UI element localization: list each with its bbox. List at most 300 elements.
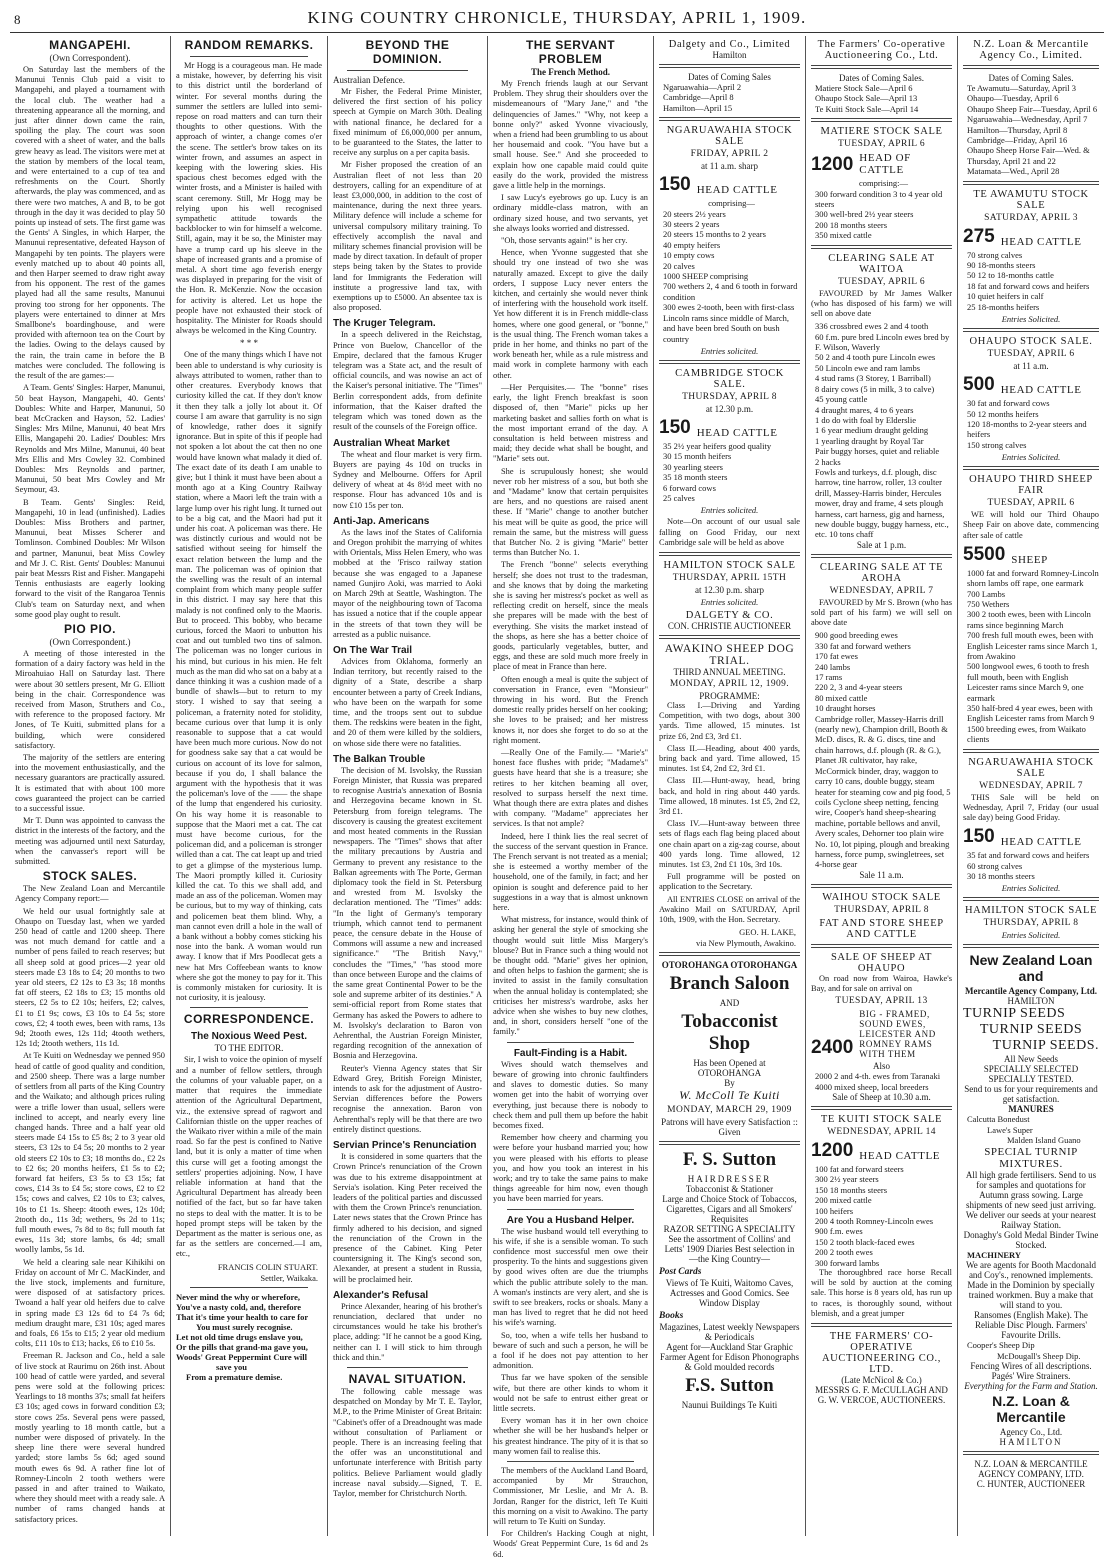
- manure-item: Malden Island Guano: [1007, 1135, 1081, 1146]
- subheading: Anti-Jap. Americans: [333, 515, 430, 527]
- ad-address: Naunui Buildings Te Kuiti: [681, 1400, 778, 1411]
- article-text: Hence, when Yvonne suggested that she should try one instead of two she was naturally amazed. Except to give the daily orders, I suppose Lucy never enters the kitchen, and certainly she would never think of interfering with the household work itself. Yet how different it is in French middle-class homes, where one good general, or "bonne," is the usual thing. The French woman takes a pride in her home, and thinks no part of the work beneath her, while as a rule mistress and maid work in complete harmony with each other.: [493, 248, 648, 380]
- divider: [811, 554, 952, 558]
- sale-note: The thoroughbred race horse Recall will be sold by auction at the coming sale. This horse is 8 years old, has run up to races, is thoroughly sound, without blemish, and a great jumper: [811, 1268, 952, 1318]
- special-text: All high grade fertilisers. Send to us for samples and quotations for Autumn grass sowing. Large shipments of new seed just arriving. We deliver our seeds at your nearest Railway Station.: [965, 1169, 1097, 1230]
- lot-line: 90 18-months steers: [967, 260, 1036, 271]
- article-text: At Te Kuiti on Wednesday we penned 950 head of cattle of good quality and condition, and 2500 sheep. There was a large number of settlers from all parts of the King Country and the Waikato; and although prices ruling were a trifle lower than usual, sellers were inclined to accept, and nearly every line changed hands. Three and a half year old steers made £4 15s to £5 8s; 2 to 3 year old steers, £3 12s to £4 5s; 20 months to 2 year old steers £2 10s to £3; 18 months do., £2 2s to £2 6s; 20 months heifers, £1 5s to £2; forward fat heifers, £3 5s to £3 15s; fat cows, £14 3s to £4 5s; store cows, £2 to £2 15s; cows and calves, £2 10s to £3; calves, 10s to £1 1s. Sheep: 4tooth ewes, 12s 10d; 2tooth do., 11s 3d; wethers, 9s 2d to 11s; full mouth ewes, 7s 8d to 8s; full mouth fat ewes, 11s 3d; store lambs, 6s 4d; small woolly lambs, 5s 1d.: [15, 1051, 165, 1255]
- manure-item: Calcutta Bonedust: [967, 1114, 1030, 1125]
- verse-line: Never mind the why or wherefore,: [176, 1291, 301, 1302]
- firm-place: HAMILTON: [999, 1436, 1063, 1447]
- article-text: Wives should watch themselves and beware of growing into chronic faultfinders and slaves to domestic duties. So many women get into the habit of worrying over everything, just because there is nobody to check them and pull them up before the habit becomes fixed.: [493, 1059, 648, 1130]
- divider: [811, 1106, 952, 1110]
- event-title: AWAKINO SHEEP DOG TRIAL.: [664, 642, 795, 667]
- sale-date: SATURDAY, APRIL 3: [984, 212, 1078, 223]
- divider: [811, 944, 952, 948]
- lot-line: 300 forward lambs: [815, 1257, 880, 1268]
- subheading: Are You a Husband Helper.: [506, 1214, 635, 1226]
- to-editor: TO THE EDITOR.: [214, 1043, 284, 1054]
- sale-date: TUESDAY, APRIL 6: [987, 498, 1075, 509]
- machinery-title: MACHINERY: [967, 1249, 1022, 1260]
- sale-title: CLEARING SALE AT WAITOA: [828, 252, 935, 275]
- sale-time: at 12.30 p.m. sharp: [695, 584, 764, 595]
- column-6: [805, 36, 957, 1536]
- head-label: HEAD CATTLE: [859, 1149, 941, 1162]
- ad-text: See the assortment of Collins' and Letts' 1909 Diaries Best selection in —the King Country—: [664, 1234, 795, 1265]
- entries-solicited: Entries solicited.: [700, 345, 759, 356]
- lot-line: 700 fresh full mouth ewes, been with English Leicester rams since March 1, from Awakino: [967, 630, 1098, 661]
- ad-title: F.S. Sutton: [685, 1375, 774, 1397]
- heading-mangapehi: MANGAPEHI.: [49, 38, 131, 52]
- firm-name: New Zealand Loan and: [969, 952, 1093, 985]
- subheading: Australian Defence.: [333, 75, 405, 85]
- firm-name: Mercantile Agency Company, Ltd.: [964, 986, 1098, 997]
- letter-text: Sir, I wish to voice the opinion of myself and a number of fellow settlers, through the columns of your valuable paper, on a matter that requires the immediate attention of the Agricultural Department, viz., the extensive spread of ragwort and Californian thistle on the upper reaches of the Waikato river within a mile of the main road. So far the pest is confined to Native land, but it is only a matter of time when this curse will get a footing amongst the settlers' properties adjoining. Now, I have reliable information at hand that the Agricultural Department has already been notified of the fact, but so far have taken no steps to deal with the matter. It is to be hoped prompt steps will be taken by the Department as the matter is serious one, as far as the settlers are concerned.—I am, etc.,: [176, 1055, 322, 1259]
- sale-date: Ohaupo Stock Sale—April 13: [815, 93, 918, 104]
- lot-line: 150 strong calves: [967, 439, 1027, 450]
- heading-servant-problem: THE SERVANT PROBLEM: [525, 38, 616, 66]
- sale-date: Matiere Stock Sale—April 6: [815, 83, 913, 93]
- lot-line: 50 12 months heifers: [967, 408, 1039, 419]
- sale-date: Cambridge—Friday, April 16: [967, 135, 1068, 146]
- sale-title: MATIERE STOCK SALE: [820, 126, 943, 138]
- head-count-row: [963, 826, 1099, 848]
- verse-line: Woods' Great Peppermint Cure will: [176, 1351, 307, 1362]
- ad-text: Magazines, Latest weekly Newspapers & Periodicals: [659, 1322, 800, 1343]
- subheading: On The War Trail: [333, 644, 413, 656]
- lot-line: 100 heifers: [815, 1205, 854, 1216]
- article-text: We held our usual fortnightly sale at Ohaupo on Tuesday last, when we yarded 250 head of cattle and 1200 sheep. There was not much demand for cattle and a number of pens failed to reach reserves; but all sheep sold at good prices—2 year old steers made £3 18s to £4; 20 months to two year old steers, £2 12s to £3 3s; 18 months fat off steers, £2 18s to £3; 15 months old steers, £2 5s to £2 10s; heifers, £2; calves, £1 to £1 9s; cows, £3 10s to £4 5s; store cows, £2; 4 tooth ewes, been with rams, 13s 9d; 2tooth ewes, 12s 11d; 4tooth wethers, 12s 1d; 2tooth wethers, 11s 1d.: [15, 906, 165, 1049]
- sale-time: Sale of Sheep at 10.30 a.m.: [832, 1091, 931, 1102]
- head-count-row: [963, 544, 1099, 566]
- event-date: MONDAY, APRIL 12, 1909.: [669, 678, 790, 689]
- article-text: The wheat and flour market is very firm. Buyers are paying 4s 10d on trucks in Sydney and Melbourne. Offers for April delivery of wheat at 4s 8½d meet with no response. Flour has advanced 10s and is now £10 15s per ton.: [333, 449, 482, 510]
- sale-title: WAIHOU STOCK SALE: [822, 891, 941, 903]
- sale-date: TUESDAY, APRIL 13: [835, 996, 928, 1007]
- lot-line: 8 dairy cows (5 in milk, 3 to calve): [815, 383, 935, 394]
- newspaper-title: KING COUNTRY CHRONICLE, THURSDAY, APRIL 1, 1909.: [307, 8, 807, 27]
- lot-line: 20 steers 2½ years: [663, 208, 726, 219]
- heading-pio-pio: PIO PIO.: [63, 621, 116, 636]
- article-text: One of the many things which I have not been able to understand is why curiosity is always attributed to women, rather than to other creatures. Everybody knows that curiosity killed the cat. If they don't know it then they talk a jolly lot about it. Of course I am aware that garrulity is no sign of knowledge, rather does it signify ignorance. But in spite of this if people had not spoken a lot about the cat then no one would have known what malady it died of. The exact date of its death I am unable to give; but I think it must have been about a month ago at a King Country Railway station, where a Maori left the train with a large lump over his right lung. It turned out to be a big cat, and the Maori had put it under his coat. A policeman was there. He was distinctly curious and would not be satisfied without seeing for himself the exact relation between the lump and the man. The policeman was of opinion that the swelling was the result of an internal complaint from which many people suffer in this district. I may say here that this malady is not confined only to the Maoris. But to proceed. This bobby, who became curious, forced the Maori to unbutton his coat and out tumbled two tins of salmon. The policeman was no longer curious in his mind, but curious in his mien. He felt much as the man did who sat on a baby at a dance thinking it was a cushion made of a bundle of shawls—but to return to my story. I wished to say that seeing a policeman, a fraternity noted for stolidity, became curious over that lump it is only reasonable to suppose that a cat would have been much more curious. Now do not for goodness sake say that a cat would be curious on account of its love for salmon, because if you do, I shall balance the argument with the hypothesis that it was the policeman's love of the —— the shape of the lump that engendered his curiosity. On his way home it is reasonable to suppose that the Maori met a cat. The cat must have become curious, for the policeman did, and a policeman is stronger willed than a cat. The cat leapt up and tried to get a glimpse of the mysterious lump. The Maori promptly killed it. Curiosity killed the cat. To this we shall add, and made an ass of the policeman. Women may be curious, but to my way of thinking, cats and policemen beat them blind. Why, a man cannot even drill a hole in the wall of a bank without a bobby comes sticking his nose into the bank. A woman would run away. I know that if Mrs Poodlecat gets a new hat Mrs Coffeebean wants to know where she got the money to pay for it. This is commonly mistaken for curiosity. It is not curiosity, it is jealousy.: [176, 350, 322, 1003]
- secretary-address: via New Plymouth, Awakino.: [695, 938, 796, 949]
- programme-class: Class II.—Heading, about 400 yards, bring back and yard. Time allowed, 15 minutes. 1st £4, 2nd £2, 3rd £1.: [659, 743, 800, 774]
- programme-note: Full programme will be posted on application to the Secretary.: [659, 872, 800, 892]
- column-3: [327, 36, 487, 1536]
- asterisk-divider: * * *: [240, 338, 258, 349]
- lot-line: 220 2, 3 and 4-year steers: [815, 682, 903, 693]
- head-label: HEAD OF CATTLE: [859, 152, 911, 177]
- sale-title: NGARUAWAHIA STOCK SALE: [968, 756, 1094, 779]
- head-label: BIG - FRAMED, SOUND EWES, LEICESTER AND ROMNEY RAMS WITH THEM: [859, 1009, 936, 1060]
- sale-time: at 11 a.m.: [1013, 361, 1049, 372]
- divider: [347, 1367, 468, 1368]
- sale-intro: FAVOURED by Mr S. Brown (who has sold part of his farm) we will sell on above date: [811, 597, 952, 628]
- lot-line: 300 well-bred 2½ year steers: [815, 209, 914, 220]
- article-text: The majority of the settlers are entering into the movement enthusiastically, and the necessary guarantors are practically assured. It is estimated that with about 100 more cows guaranteed the project can be carried to a successful issue.: [15, 753, 165, 814]
- divider: [190, 1287, 308, 1288]
- firm-name: Agency Co., Ltd.: [999, 1426, 1063, 1437]
- sale-date: THURSDAY, APRIL 8: [834, 904, 929, 915]
- head-label: HEAD CATTLE: [1000, 836, 1082, 849]
- lot-line: 150 18 months steers: [815, 1184, 888, 1195]
- divider: [811, 118, 952, 122]
- sale-date: Hamilton—April 15: [663, 102, 733, 113]
- lot-line: Cambridge roller, Massey-Harris drill (nearly new), Champion drill, Booth & McD. discs, R. & G. discs, tine and chain harrows, d.f. plough (R. & G.), Planet JR cultivator, hay rake, McCormick binder, dray, waggon to carry 10 cans, double buggy, steam heater for steaming cow and pig food, 5 coils Cyclone sheep netting, fencing wire, Cooper's hand sheep-shearing machine, portable bellows and anvil, Avery scales, Dehorner too plain wire No. 10, lot piping, plough and breaking harness, force pump, swingletrees, set 4-horse gear: [815, 713, 951, 870]
- divider: [963, 749, 1099, 753]
- lot-line: 900 good breeding ewes: [815, 630, 898, 641]
- divider: [190, 1007, 308, 1008]
- divider: [659, 360, 800, 364]
- lot-line: 20 calves: [663, 260, 695, 271]
- sale-title: CAMBRIDGE STOCK SALE.: [675, 367, 784, 390]
- head-label: HEAD CATTLE: [1000, 384, 1082, 397]
- lot-line: 30 steers 2 years: [663, 219, 720, 230]
- divider: [963, 1451, 1099, 1455]
- sale-date: THURSDAY, APRIL 8: [983, 918, 1079, 929]
- sale-time: at 11 a.m. sharp: [701, 161, 758, 172]
- sale-date: Ngaruawahia—Wednesday, April 7: [967, 114, 1088, 125]
- article-text: —Her Perquisites.— The "bonne" rises early, the light French breakfast is soon disposed of, then "Marie" picks up her marketing basket and sallies forth on what is the most important errand of the day. A consultation is held between mistress and maid; they decide what shall be bought, and "Marie" sets out.: [493, 382, 648, 464]
- ad-text: Large and Choice Stock of Tobaccos, Cigarettes, Cigars and all Smokers' Requisites: [662, 1194, 797, 1225]
- seeds-text: SPECIALLY SELECTED: [983, 1064, 1079, 1075]
- ad-text: RAZOR SETTING A SPECIALITY: [663, 1224, 796, 1235]
- lot-line: 1000 SHEEP comprising: [663, 271, 749, 282]
- article-text: Remember how cheery and charming you were before your husband married you; how you were pleased with his efforts to please you, and how you took an interest in his work; and try to take the same pains to make things agreeable for him now, even though you have been married for years.: [493, 1133, 648, 1204]
- subheading: Alexander's Refusal: [333, 1289, 429, 1301]
- article-text: For Children's Hacking Cough at night, Woods' Great Peppermint Cure, 1s 6d and 2s 6d.: [493, 1529, 648, 1559]
- subheading: The French Method.: [530, 67, 611, 77]
- lot-line: 2 hacks: [815, 456, 841, 467]
- letter-signature: FRANCIS COLIN STUART.: [217, 1261, 318, 1272]
- ad-and: AND: [719, 998, 740, 1009]
- article-text: A meeting of those interested in the formation of a dairy factory was held in the Miroahuiao Hall on Saturday last. There were about 30 settlers present, Mr G. Elliott being in the chair. Correspondence was received from Mason, Struthers and Co., with reference to the proposed factory. Mr Jones, of Te Kuiti, submitted plans for a building, which were considered satisfactory.: [15, 648, 165, 750]
- article-text: As the laws inof the States of California and Oregon prohibit the marrying of whites with Orientals, Miss Helen Emery, who was mobbed at the 'Frisco railway station because she was engaged to a Japanese named Gunjiro Aoki, was married to Aoki on March 29th at Seattle, Washington. The mayor of the neighbouring town of Tacoma has issued a notice that if the couple appear in the streets of that town they will be arrested as a public nuisance.: [333, 527, 482, 639]
- head-label: SHEEP: [1011, 553, 1048, 566]
- sale-also: Also: [872, 1061, 890, 1072]
- verse-line: save you: [216, 1361, 247, 1372]
- lot-line: 100 fat and forward steers: [815, 1163, 904, 1174]
- entries-solicited: Entries solicited.: [700, 596, 759, 607]
- verse-line: That it's time your health to care for: [176, 1311, 309, 1322]
- auctioneer: C. HUNTER, AUCTIONEER: [976, 1478, 1086, 1489]
- sale-title: TE AWAMUTU STOCK SALE: [973, 188, 1089, 211]
- article-text: The French "bonne" selects everything herself; she does not trust to the tradesman, and she knows that by doing the marketing she is saving her mistress's pocket as well as reflecting credit on herself, since the meals she prepares will be made with the best of everything. She visits the market instead of the shops, as here she has a better choice of goods, particularly vegetables, butter, and eggs, and these are sold much more freely in place of meat in France than here.: [493, 560, 648, 672]
- firm-sub: (Late McNicol & Co.): [841, 1375, 922, 1386]
- divider: [659, 64, 800, 68]
- lot-line: 30 15 month heifers: [663, 451, 732, 462]
- article-text: The New Zealand Loan and Mercantile Agency Company report:—: [15, 884, 165, 904]
- lot-line: 50 Lincoln ewe and ram lambs: [815, 362, 921, 373]
- column-4: [487, 36, 653, 1559]
- lot-line: 45 young cattle: [815, 394, 868, 405]
- lot-line: 200 2 tooth ewes: [815, 1247, 873, 1258]
- sale-time: Sale 11 a.m.: [859, 869, 904, 880]
- sale-title: NGARUAWAHIA STOCK SALE: [666, 125, 793, 148]
- column-5: [653, 36, 805, 1536]
- seeds-text: SPECIALLY TESTED.: [988, 1074, 1074, 1085]
- article-text: The wise husband would tell everything to his wife, if she is a sensible woman. To such confidence most successful men owe their prosperity. To the hints and suggestions given by good wives often are due the triumphs which the public attribute solely to the man. A woman's instincts are very alert, and she is swift to see breakers, rocks or shoals. Many a man has lived to regret that he did not heed his wife's warning.: [493, 1226, 648, 1328]
- lot-line: 170 fat ewes: [815, 651, 858, 662]
- dates-title: Dates of Coming Sales.: [839, 73, 924, 83]
- sale-intro: WE will hold our Third Ohaupo Sheep Fair on above date, commencing after sale of cattle: [963, 510, 1099, 540]
- lot-line: 200 mixed cattle: [815, 1195, 872, 1206]
- sale-date: Cambridge—April 8: [663, 92, 734, 103]
- lot-line: 350 mixed cattle: [815, 230, 872, 241]
- divider: [507, 1209, 634, 1210]
- heading-random-remarks: RANDOM REMARKS.: [184, 38, 314, 52]
- article-text: I saw Lucy's eyebrows go up. Lucy is an ordinary middle-class matron, with an ordinary sized house, and two servants, yet she always looks worried and distressed.: [493, 193, 648, 233]
- dates-title: Dates of Coming Sales.: [988, 73, 1074, 83]
- lot-line: 1500 breeding ewes, from Waikato clients: [967, 723, 1086, 745]
- divider: [963, 328, 1099, 332]
- lot-line: 6 forward cows: [663, 482, 716, 493]
- head-label: HEAD CATTLE: [696, 426, 778, 439]
- lot-line: 30 yearling steers: [663, 461, 723, 472]
- article-text: Mr Hogg is a courageous man. He made a mistake, however, by deferring his visit to this district until the borderland of winter. For several months during the summer the settlers are lulled into semi-repose on road matters and can turn their thoughts to other questions. With the approach of winter, a change comes o'er the scene. The settler's brow takes on its winter frown, and assumes an aspect in keeping with the lowering skies. His spacious chest becomes edged with the winter frosts, and a Minister is hailed with scant ceremony. Still, Mr Hogg may be relying upon his well recognised sympathetic attitude towards the backblocker to win for himself a welcome. Still, again, may it be so, the Minister may have a trump card up his sleeve in the shape of increased grants and a promise of metal. A short time ago feverish energy was displayed in preparing for the visit of the Hon. R. McKenzie. Now the occasion for activity is altered. Let us hope the people have not exhausted their stock of hospitality. The Minister for Roads should always be welcomed in the King Country.: [176, 61, 322, 336]
- article-text: A Team. Gents' Singles: Harper, Manunui, 50 beat Hayson, Mangapehi, 40. Gents' Doubles: White and Harper, Manunui, 50 beat McCracken and Hayson, 52. Ladies' Singles: Mrs Milne, Manunui, 40 beat Mrs Ellis, Mangapehi 20. Ladies' Doubles: Mrs Reynolds and Mrs Milne, Manunui, 40 beat Mrs Ellis and Mrs Cowley 32. Combined Doubles: Mrs Reynolds and partner, Manunui, 50 beat Mrs Cowley and Mr Seymour, 43.: [15, 383, 165, 495]
- divider: [659, 635, 800, 639]
- sale-note: Note—On account of our usual sale falling on Good Friday, our next Cambridge sale will be held as above: [659, 517, 800, 547]
- verse-line: Let not old time drugs enslave you,: [176, 1331, 303, 1342]
- divider: [190, 56, 308, 57]
- letter-signature-place: Settler, Waikaka.: [260, 1272, 318, 1283]
- auctioneers: MESSRS G. F. McCULLAGH AND G. W. VERCOE, AUCTIONEERS.: [815, 1385, 948, 1406]
- ad-text: Views of Te Kuiti, Waitomo Caves, Actresses and Good Comics. See Window Display: [665, 1278, 794, 1309]
- firm-place: HAMILTON: [1007, 996, 1055, 1007]
- lot-line: 150 2 tooth black-faced ewes: [815, 1236, 915, 1247]
- proprietor: W. McColl Te Kuiti: [679, 1088, 780, 1103]
- head-count: 2400: [811, 1037, 854, 1059]
- lot-line: 25 calves: [663, 492, 695, 503]
- lot-line: 20 steers 15 months to 2 years: [663, 229, 766, 240]
- entries-solicited: Entries Solicited.: [1001, 314, 1061, 325]
- lot-line: comprising:—: [858, 178, 909, 189]
- head-count-row: [811, 152, 952, 176]
- column-7: [957, 36, 1104, 1536]
- article-text: Thus far we have spoken of the sensible wife, but there are other kinds to whom it would not be safe to entrust either great or little secrets.: [493, 1373, 648, 1413]
- lot-line: 300 2½ year steers: [815, 1174, 879, 1185]
- entries-solicited: Entries Solicited.: [1001, 930, 1061, 941]
- divider: [347, 70, 468, 71]
- article-text: Advices from Oklahoma, formerly an Indian territory, but recently raised to the dignity of a State, describe a sharp encounter between a party of Creek Indians, who have been on the warpath for some time, and the troops sent out to subdue them. The redskins were beaten in the fight, and 20 of them were killed by the soldiers, on whose side there were no fatalities.: [333, 656, 482, 748]
- article-text: We held a clearing sale near Kihikihi on Friday on account of Mr C. MacKinder, and the live stock, implements and furniture, were disposed of at satisfactory prices. Twoand a half year old heifers due to calve in spring made £3 12s 6d to £4 7s 6d; medium draught mare, £31 10s; aged mares and foals, £6 15s to £15; 2 year old medium colts, £11 10s to £13; hacks, £6 to £10 5s.: [15, 1257, 165, 1349]
- lot-line: 30 18 months steers: [967, 871, 1035, 882]
- programme-class: Class IV.—Hunt-away between three sets of flags each flag being placed about one chain apart on a zig-zag course, about 400 yards long. Time allowed, 12 minutes. 1st £3, 2nd £1 10s, 3rd 10s.: [659, 819, 800, 869]
- head-count-row: [811, 1009, 952, 1059]
- heading-naval-situation: NAVAL SITUATION.: [348, 1371, 467, 1386]
- divider: [659, 117, 800, 121]
- article-text: —Really One of the Family.— "Marie's" honest face flushes with pride; "Madame's" guests have heard that she is a treasure; she retires to her kitchen beaming all over, resolved to surpass herself the next time. What though there are extra plates and dishes with company. "Madame" appreciates her services. Is that not ample?: [493, 748, 648, 829]
- twine-text: Donaghy's Gold Medal Binder Twine Stocked.: [963, 1229, 1099, 1250]
- divider: [811, 65, 952, 69]
- lot-line: 1 yearling draught by Royal Tar: [815, 435, 924, 446]
- sale-date: Hamilton—Thursday, April 8: [967, 124, 1068, 135]
- ransomes-text: Ransomes (English Make). The Reliable Disc Plough. Farmers' Favourite Drills.: [974, 1310, 1088, 1341]
- ad-section: Post Cards: [659, 1267, 702, 1278]
- divider: [507, 1042, 634, 1043]
- sale-title: CLEARING SALE AT TE AROHA: [819, 561, 944, 584]
- seeds-text: All New Seeds: [1004, 1054, 1058, 1065]
- article-text: "Oh, those servants again!" is her cry.: [501, 236, 628, 246]
- ad-date: MONDAY, MARCH 29, 1909: [667, 1105, 792, 1116]
- dates-title: Dates of Coming Sales: [688, 72, 771, 82]
- lot-line: 330 fat and forward wethers: [815, 640, 911, 651]
- article-text: The decision of M. Isvolsky, the Russian Foreign Minister, that Russia was prepared to recognise Austria's annexation of Bosnia and Herzegovina became known in St. Petersburg from foreign telegrams. The discovery is causing the greatest excitement and most heated comments in the Russian newspapers. The "Times" shows that after the military precautions by Austria and Germany to prevent any resistance to the Balkan agreements with The Porte, German diplomacy took the field in St. Petersburg and wrested from M. Isvolsky the declaration mentioned. The "Times" adds: "In the light of Germany's temporary triumph, which cannot tend to permanent peace, the censure debate in the House of Commons will assume a new and increased significance." "The British Navy," concludes the "Times," "has stood more than once between Europe and the claims of the same great Continental Power to be the sole and supreme arbiter of its destinies." A semi-official report from Rome states that Germany has asked the Powers to adhere to M. Isvolsky's declaration to Baron von Aehrenthal, the Austrian Foreign Minister, regarding recognition of the annexation of Bosnia and Herzegovina.: [333, 765, 482, 1061]
- article-text: Mr T. Dunn was appointed to canvass the district in the interests of the factory, and the meeting was adjourned until next Saturday, when the canvasser's report will be submitted.: [15, 816, 165, 867]
- article-text: Prince Alexander, hearing of his brother's renunciation, declared that under no circumstances would he take his brother's place, adding: "If he cannot be a good King, neither can I. I will stick to him through thick and thin.": [333, 1301, 482, 1362]
- subheading: Fault-Finding is a Habit.: [513, 1047, 628, 1059]
- lot-line: 200 18 months steers: [815, 219, 888, 230]
- ad-title: F. S. Sutton: [682, 1149, 777, 1171]
- entries-close: All ENTRIES CLOSE on arrival of the Awakino Mail on SATURDAY, April 10th, 1909, with the Hon. Secretary.: [659, 894, 800, 925]
- article-text: In a speech delivered in the Reichstag, Prince von Buelow, Chancellor of the Empire, declared that the famous Kruger telegram was a State act, and the result of official councils, and was nowise an act of the Kaiser's personal initiative. The "Times" Berlin correspondent adds, from definite information, that the Kaiser drafted the telegram which was toned down as the result of the counsels of the Foreign office.: [333, 330, 482, 432]
- dip-item: McDougall's Sheep Dip.: [997, 1350, 1081, 1361]
- lot-line: 700 Lambs: [967, 588, 1006, 599]
- article-text: Mr Fisher proposed the creation of an Australian fleet of not less than 20 destroyers, calling for an expenditure of at least £3,000,000, in addition to the cost of maintenance, during the next three years. Military defence will include a scheme for universal compulsory military training. To effectively accomplish the naval and military schemes financial provision will be made by direct taxation. In default of proper steps being taken by the States to provide land for Immigrants the Federation will institute a progressive land tax, with exemptions up to £5000. An absentee tax is also proposed.: [333, 160, 482, 313]
- verse-line: You've a nasty cold, and, therefore: [176, 1301, 302, 1312]
- head-count-row: [963, 226, 1099, 248]
- heading-stock-sales: STOCK SALES.: [42, 869, 138, 884]
- sale-date: Te Awamutu—Saturday, April 3: [967, 83, 1077, 93]
- verse-line: Or the pills that grand-ma gave you,: [176, 1341, 308, 1352]
- lot-line: 4 draught mares, 4 to 6 years: [815, 404, 914, 415]
- advertiser-name: The Farmers' Co-operative Auctioneering Co., Ltd.: [817, 39, 946, 61]
- divider: [811, 1323, 952, 1327]
- sale-date: Ohaupo—Tuesday, April 6: [967, 93, 1059, 104]
- divider: [659, 952, 800, 956]
- sale-date: Ohaupo Sheep Fair—Tuesday, April 6: [967, 103, 1098, 114]
- advertiser-name: Dalgety and Co., Limited: [668, 39, 791, 50]
- firm-name: DALGETY & CO.: [685, 609, 774, 621]
- sale-intro: On road now from Wairoa, Hawke's Bay, and for sale on arrival on: [811, 973, 952, 993]
- lot-line: Pair buggy horses, quiet and reliable: [815, 446, 940, 457]
- lot-line: 1 do do with foal by Elderslie: [815, 414, 917, 425]
- article-text: Freeman R. Jackson and Co., held a sale of live stock at Raurimu on 26th inst. About 100 head of cattle were yarded, and several pens were sold at the following prices: Yearlings to 18 months 37s; small fat heifers £3 10s; aged cows in forward condition £3; store cows 25s. Several pens were passed, mostly yearling to 18 month cattle, but a number were disposed of privately. In the sheep line there were several hundred yarded; store lambs 5s 6d; aged sound mouth ewes 6s 9d. A rather fine lot of Romney-Lincoln 2 tooth wethers were passed in and after trained to Waikato, where they should meet with a ready sale. A number of rams changed hands at satisfactory prices.: [15, 1351, 165, 1524]
- heading-beyond-dominion: BEYOND THE DOMINION.: [365, 38, 450, 66]
- lot-line: 35 18 month steers: [663, 472, 728, 483]
- lot-line: 300 forward condition 3 to 4 year old steers: [815, 188, 943, 210]
- ad-text: HAIRDRESSER: [687, 1174, 772, 1185]
- article-text: She is scrupulously honest; she would never rob her mistress of a sou, but both she and "Madame" know that certain perquisites are hers, and no questions are raised anent these. If "Marie" change to another butcher his meat will be quite as good, the price will remain the same, but the mistress will guess that Butcher No. 2 is giving "Marie" better terms than Butcher No. 1.: [493, 466, 648, 558]
- lot-line: 1000 fat and forward Romney-Lincoln shorn lambs off rape, one earmark: [967, 567, 1099, 589]
- lot-line: 35 2½ year heifers good quality: [663, 440, 772, 451]
- seeds-line: TURNIP SEEDS: [963, 1006, 1066, 1022]
- head-count: 275: [963, 225, 995, 247]
- head-label: HEAD CATTLE: [696, 184, 778, 197]
- lot-line: 350 half-bred 4 year ewes, been with English Leicester rams from March 9: [967, 703, 1095, 724]
- divider: [811, 884, 952, 888]
- lot-line: 240 lambs: [815, 661, 851, 672]
- verse-line: From a premature demise.: [186, 1371, 283, 1382]
- lot-line: 750 Wethers: [967, 598, 1010, 609]
- manures-title: MANURES: [1008, 1104, 1054, 1115]
- entries-solicited: Entries Solicited.: [1001, 452, 1061, 463]
- sale-date: WEDNESDAY, APRIL 7: [979, 780, 1083, 791]
- head-count: 1200: [811, 1139, 854, 1161]
- byline: (Own Correspondent.): [49, 636, 131, 647]
- firm-name: THE FARMERS' CO-OPERATIVE AUCTIONEERING CO., LTD.: [822, 1331, 941, 1376]
- sale-date: WEDNESDAY, APRIL 14: [827, 1126, 936, 1137]
- lot-line: 200 4 tooth Romney-Lincoln ewes: [815, 1216, 934, 1226]
- lot-line: comprising—: [708, 198, 755, 209]
- article-text: Reuter's Vienna Agency states that Sir Edward Grey, British Foreign Minister, intends to ask for the adjustment of Austro-Servian differences before the Powers recognise the annexation. Baron von Aehrenthal's reply will be that there are two entirely distinct questions.: [333, 1063, 482, 1134]
- dip-item: Cooper's Sheep Dip: [967, 1340, 1035, 1351]
- article-text: B Team. Gents' Singles: Reid, Mangapehi, 10 in lead (unfinished). Ladies Doubles: Miss Brothers and partner, Manunui, beat Misses Scherer and Tomlinson. Combined Doubles: Mr Wilson and partner, Manunui, beat Miss Cowley and Mr J. C. Rist. Gents' Doubles: Manunui pair beat Messrs Rist and Fisher. Mangapehi Tennis enthusiasts are eagerly looking forward to the visit of the Rangaroa Tennis Club's team on Saturday next, and when some good play ought to result.: [15, 497, 165, 619]
- head-count-row: [659, 174, 800, 196]
- sale-title: OHAUPO THIRD SHEEP FAIR: [969, 474, 1093, 497]
- lot-line: 336 crossbred ewes 2 and 4 tooth: [815, 321, 929, 332]
- ad-text: Patrons will have every Satisfaction :: Given: [661, 1117, 798, 1138]
- sale-title: HAMILTON STOCK SALE: [965, 905, 1097, 917]
- sale-date: Matamata—Wed., April 28: [967, 166, 1060, 177]
- divider: [963, 181, 1099, 185]
- auctioneer: CON. CHRISTIE AUCTIONEER: [667, 620, 792, 631]
- masthead: [10, 6, 1104, 33]
- divider: [963, 65, 1099, 69]
- subheading: The Balkan Trouble: [333, 753, 426, 765]
- head-count-row: [811, 1140, 952, 1162]
- sale-title: TE KUITI STOCK SALE: [820, 1113, 943, 1125]
- entries-solicited: Entries solicited.: [700, 505, 759, 516]
- sale-date: TUESDAY, APRIL 6: [837, 276, 926, 287]
- article-text: Every woman has it in her own choice whether she will be her husband's helper or his greatest hindrance. The pity of it is that so many women fail to realise this.: [493, 1416, 648, 1456]
- lot-line: 50 2 and 4 tooth pure Lincoln ewes: [815, 352, 936, 363]
- heading-correspondence: CORRESPONDENCE.: [183, 1012, 315, 1027]
- sale-title: OHAUPO STOCK SALE.: [969, 336, 1093, 348]
- sale-time: at 12.30 p.m.: [705, 403, 754, 414]
- lot-line: 60 f.m. pure bred Lincoln ewes bred by F. Wilson, Waverly: [815, 331, 950, 353]
- sale-date: TUESDAY, APRIL 6: [987, 349, 1075, 360]
- lot-line: 2000 2 and 4-th. ewes from Taranaki 4000 mixed sheep, local breeders: [815, 1071, 941, 1092]
- lot-line: 80 mixed cattle: [815, 692, 868, 703]
- secretary: GEO. H. LAKE,: [739, 927, 796, 938]
- head-count: 150: [659, 416, 691, 438]
- ad-text: Agent for—Auckland Star Graphic Farmer Agent for Edison Phonographs & Gold moulded records: [660, 1342, 799, 1373]
- advertiser-name: N.Z. Loan & Mercantile Agency Co., Limited.: [973, 39, 1089, 61]
- entries-solicited: Entries Solicited.: [1001, 883, 1061, 894]
- manure-item: Lawe's Super: [987, 1124, 1033, 1135]
- sale-date: TUESDAY, APRIL 6: [837, 139, 926, 150]
- lot-line: 4 stud rams (3 Storey, 1 Barriball): [815, 373, 931, 384]
- lot-line: 17 rams: [815, 672, 843, 683]
- head-count-row: [963, 374, 1099, 396]
- sale-title: HAMILTON STOCK SALE: [663, 559, 796, 571]
- ad-text: Tobacconist & Stationer: [685, 1184, 774, 1195]
- everything-text: Everything for the Farm and Station.: [964, 1380, 1098, 1391]
- byline: (Own Correspondent).: [49, 53, 131, 63]
- sale-date: THURSDAY, APRIL 15TH: [672, 572, 787, 583]
- ad-text: OTOROHANGA: [697, 1068, 762, 1079]
- verse-ad: [176, 1292, 322, 1382]
- programme-class: Class III.—Hunt-away, head, bring back, and hold in ring about 440 yards. Time allowed, 18 minutes. 1st £5, 2nd £2, 3rd £1.: [659, 776, 800, 816]
- subheading: The Kruger Telegram.: [333, 318, 436, 330]
- article-text: Indeed, here I think lies the real secret of the success of the servant question in France. The French servant is not treated as a menial; she is esteemed a worthy member of the household, one of the family, in fact; and her opinion is sought and deference paid to her suggestions in a way that is almost unknown here.: [493, 831, 648, 913]
- advertiser-place: Hamilton: [712, 50, 747, 60]
- lot-line: 500 longwool ewes, 6 tooth to fresh full mouth, been with English Leicester rams since March 9, one earmark: [967, 661, 1090, 703]
- sale-date: WEDNESDAY, APRIL 7: [829, 585, 934, 596]
- programme-title: PROGRAMME:: [699, 690, 760, 701]
- lot-line: Fowls and turkeys, d.f. plough, disc harrow, tine harrow, roller, 13 coulter drill, Massey-Harris binder, Hercules mower, dray and frame, 4 sets plough harness, cart harness, gig and harness, new double buggy, buggy harness, etc., etc. 10 tons chaff: [815, 466, 949, 540]
- column-1: [10, 36, 170, 1536]
- sale-intro: THIS Sale will be held on Wednesday, April 7, Friday (our usual sale day) being Good Friday.: [963, 792, 1099, 823]
- verse-line: You must surely recognise.: [196, 1321, 293, 1332]
- sale-date: FRIDAY, APRIL 2: [690, 149, 769, 160]
- ad-text: Has been Opened at: [693, 1058, 766, 1069]
- lot-line: 10 empty cows: [663, 250, 715, 261]
- article-text: It is considered in some quarters that the Crown Prince's renunciation of the Crown was due to his extreme disappointment at Servia's isolation. King Peter received the leaders of the political parties and discussed with them the Crown Prince's renunciation. Later news states that the Crown Prince has firmly adhered to his decision, and signed the renunciation of the Crown in the presence of the Cabinet. King Peter countersigning it. The King's second son, Alexander, at present a student in Russia, will be proclaimed heir.: [333, 1152, 482, 1284]
- ad-section: Books: [659, 1311, 684, 1322]
